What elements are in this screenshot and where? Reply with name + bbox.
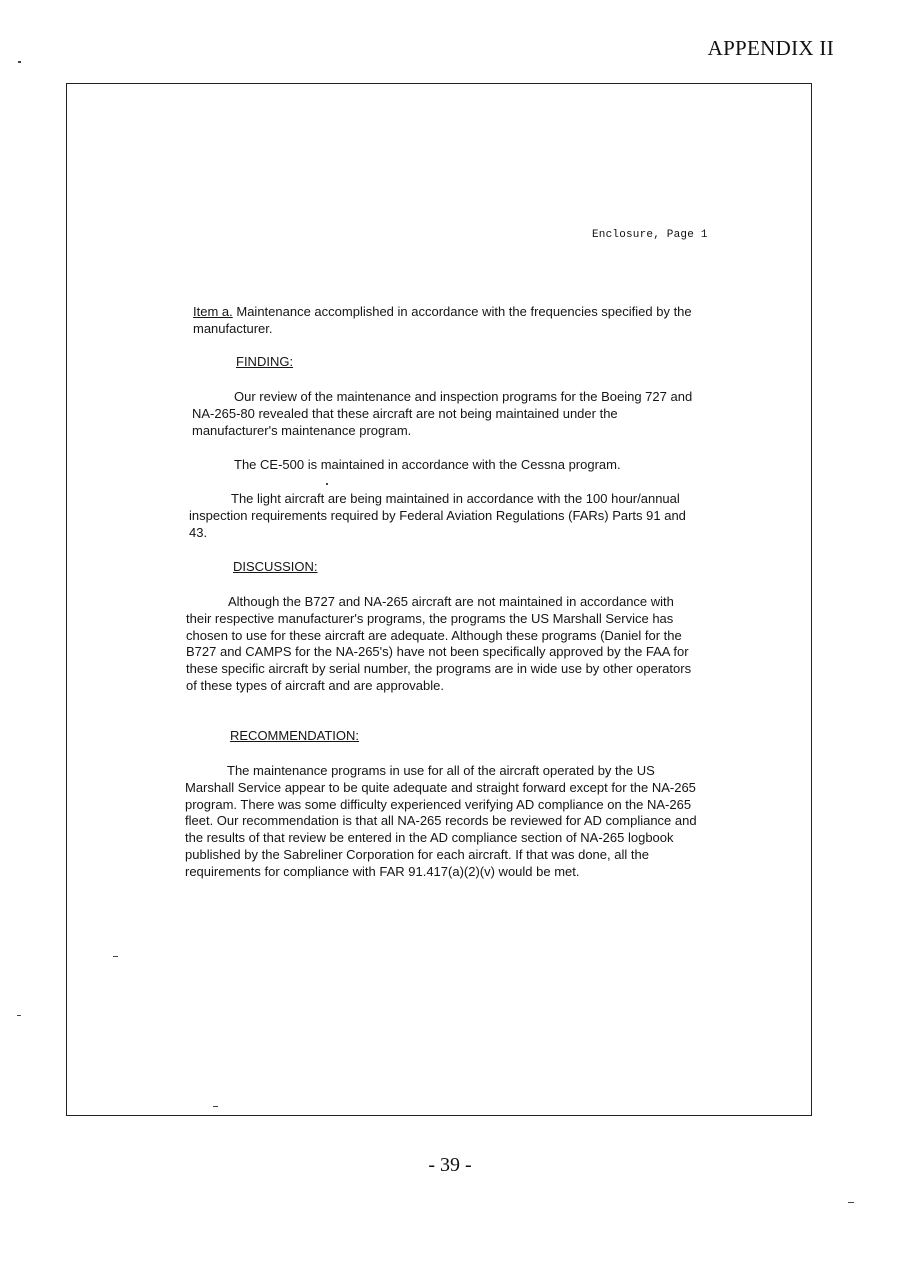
scan-speck: [213, 1106, 218, 1107]
scan-speck: [326, 483, 328, 485]
enclosure-page-label: Enclosure, Page 1: [592, 229, 708, 241]
recommendation-paragraph: The maintenance programs in use for all of the aircraft operated by the US Marshall Service appear to be quite adequate and straight forward except for the NA-265 program. There was some difficulty experienced verifying AD compliance on the NA-265 fleet. Our recommendation is that all NA-265 records be reviewed for AD compliance and the results of that review be entered in the AD compliance section of NA-265 logbook published by the Sabreliner Corporation for each aircraft. If that was done, all the requirements for compliance with FAR 91.417(a)(2)(v) would be met.: [185, 763, 697, 879]
item-a-text: Maintenance accomplished in accordance with the frequencies specified by the manufacturer.: [193, 304, 692, 336]
discussion-heading: DISCUSSION:: [233, 559, 318, 574]
appendix-label: APPENDIX II: [707, 36, 834, 60]
finding-paragraph-3: The light aircraft are being maintained in accordance with the 100 hour/annual inspection requirements required by Federal Aviation Regulations (FARs) Parts 91 and 43.: [189, 491, 686, 540]
scan-speck: [17, 1015, 21, 1016]
item-a: [193, 303, 713, 337]
finding-paragraph-1: Our review of the maintenance and inspection programs for the Boeing 727 and NA-265-80 revealed that these aircraft are not being maintained under the manufacturer's maintenance program.: [192, 389, 693, 438]
recommendation-heading: RECOMMENDATION:: [230, 728, 360, 743]
page-number: - 39 -: [428, 1154, 472, 1176]
discussion-paragraph: Although the B727 and NA-265 aircraft are not maintained in accordance with their respective manufacturer's programs, the programs the US Marshall Service has chosen to use for these aircraft are adequate. Although these programs (Daniel for the B727 and CAMPS for the NA-265's) have not been specifically approved by the FAA for these specific aircraft by serial number, the programs are in wide use by other operators of these types of aircraft and are approvable.: [186, 594, 692, 693]
item-a-label: Item a.: [193, 304, 233, 319]
scan-speck: [18, 61, 21, 63]
scan-speck: [848, 1202, 854, 1203]
scan-speck: [113, 956, 118, 957]
finding-heading: FINDING:: [236, 354, 294, 369]
finding-paragraph-2: The CE-500 is maintained in accordance with the Cessna program.: [234, 457, 621, 472]
